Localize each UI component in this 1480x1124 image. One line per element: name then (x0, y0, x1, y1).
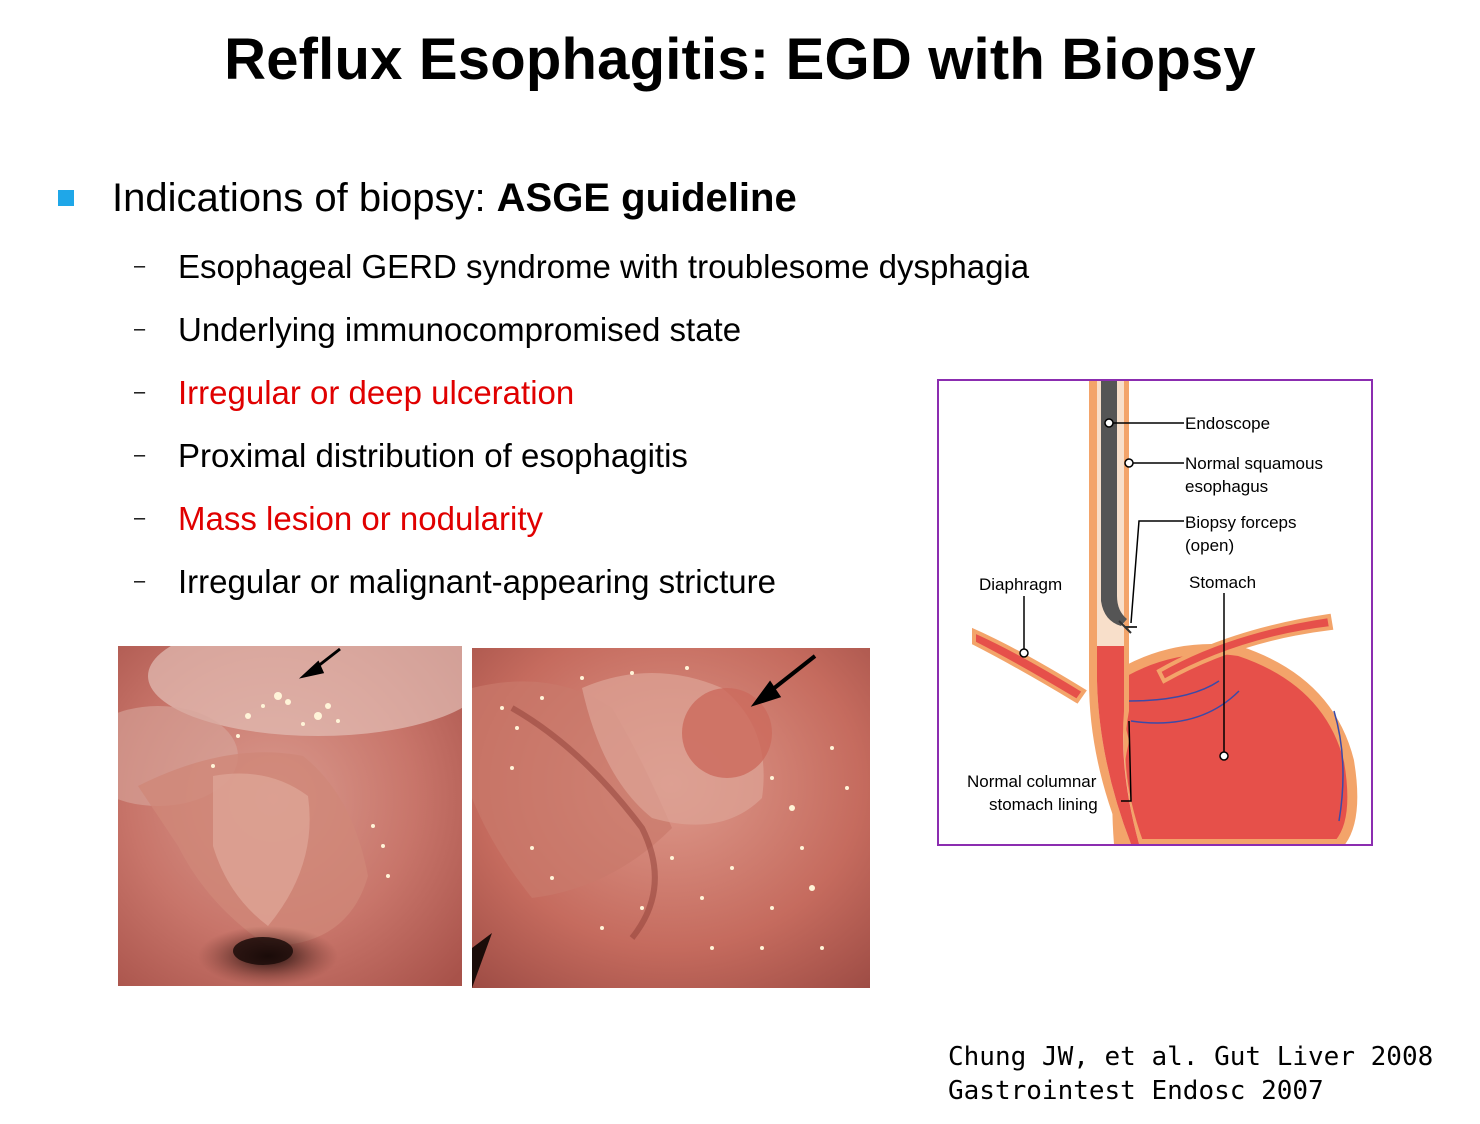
list-item-text: Mass lesion or nodularity (178, 500, 543, 537)
list-item-text: Esophageal GERD syndrome with troublesome dysphagia (178, 248, 1030, 285)
diagram-label-biopsy-forceps: Biopsy forceps (1185, 513, 1297, 532)
dash-bullet-icon: – (134, 317, 146, 340)
diagram-label-esophagus: esophagus (1185, 477, 1269, 496)
diagram-label-diaphragm: Diaphragm (979, 575, 1063, 594)
main-bullet (58, 176, 797, 221)
bullet-bold-text: ASGE guideline (496, 176, 797, 220)
list-item (134, 311, 1029, 374)
citation-line-2: Gastrointest Endosc 2007 (948, 1076, 1324, 1106)
list-item-text: Underlying immunocompromised state (178, 311, 742, 348)
diagram-label-stomach-lining: stomach lining (989, 795, 1098, 814)
slide-title: Reflux Esophagitis: EGD with Biopsy (224, 27, 1256, 92)
dash-bullet-icon: – (134, 380, 146, 403)
list-item (134, 500, 1029, 563)
diagram-label-normal-columnar: Normal columnar (967, 772, 1097, 791)
list-item-text: Irregular or deep ulceration (178, 374, 575, 411)
citation (948, 1040, 1433, 1108)
dash-bullet-icon: – (134, 506, 146, 529)
list-item (134, 374, 1029, 437)
esophagus-biopsy-diagram (937, 379, 1373, 846)
bullet-text: Indications of biopsy: (112, 176, 497, 220)
square-bullet-icon (58, 190, 74, 206)
diagram-label-stomach: Stomach (1189, 573, 1257, 592)
diagram-label-open: (open) (1185, 536, 1235, 555)
list-item-text: Irregular or malignant-appearing stricture (178, 563, 776, 600)
diagram-label-normal-squamous: Normal squamous (1185, 454, 1323, 473)
endoscopy-photo-1 (118, 646, 462, 986)
dash-bullet-icon: – (134, 254, 146, 277)
indication-list (134, 248, 1029, 626)
dash-bullet-icon: – (134, 443, 146, 466)
endoscopy-photo-2 (472, 648, 870, 988)
list-item (134, 248, 1029, 311)
list-item-text: Proximal distribution of esophagitis (178, 437, 688, 474)
diagram-label-endoscope: Endoscope (1185, 414, 1271, 433)
citation-line-1: Chung JW, et al. Gut Liver 2008 (948, 1042, 1434, 1072)
list-item (134, 563, 1029, 626)
dash-bullet-icon: – (134, 569, 146, 592)
list-item (134, 437, 1029, 500)
